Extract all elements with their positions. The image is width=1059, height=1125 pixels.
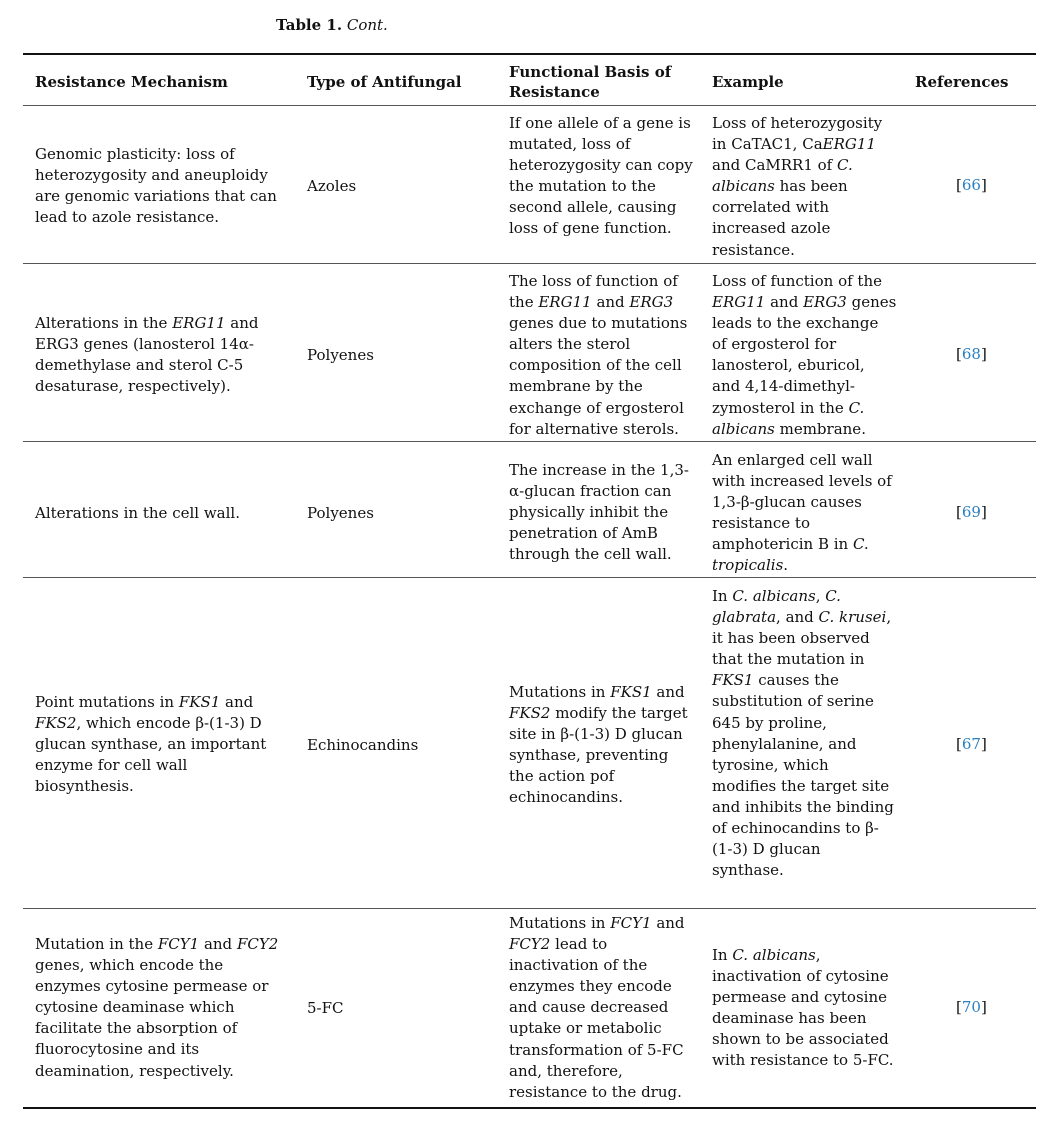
header-type: Type of Antifungal — [307, 73, 462, 91]
header-rule — [23, 105, 1036, 106]
bottom-rule — [23, 1107, 1036, 1109]
row-2-reference[interactable]: [68] — [956, 345, 987, 363]
row-5-reference[interactable]: [70] — [956, 998, 987, 1016]
row-5-type: 5-FC — [307, 999, 344, 1017]
row-rule-1 — [23, 263, 1036, 264]
row-4-mechanism: Point mutations in FKS1 and FKS2, which encode β-(1-3) D glucan synthase, an important enzyme for cell wall biosynthesis. — [35, 693, 267, 796]
header-mechanism: Resistance Mechanism — [35, 73, 228, 91]
row-1-basis: If one allele of a gene is mutated, loss of heterozygosity can copy the mutation to the second allele, causing loss of gene function. — [509, 114, 693, 238]
header-references: References — [915, 73, 1009, 91]
top-rule — [23, 53, 1036, 55]
row-1-reference[interactable]: [66] — [956, 176, 987, 194]
row-3-type: Polyenes — [307, 504, 374, 522]
row-1-type: Azoles — [307, 177, 357, 195]
row-4-basis: Mutations in FKS1 and FKS2 modify the target site in β-(1-3) D glucan synthase, preventing the action pof echinocandins. — [509, 683, 688, 807]
row-2-example: Loss of function of the ERG11 and ERG3 genes leads to the exchange of ergosterol for lanosterol, eburicol, and 4,14-dimethyl-zymosterol in the C. albicans membrane. — [712, 272, 897, 438]
row-3-example: An enlarged cell wall with increased levels of 1,3-β-glucan causes resistance to amphotericin B in C. tropicalis. — [712, 451, 892, 575]
row-4-type: Echinocandins — [307, 736, 419, 754]
row-rule-4 — [23, 908, 1036, 909]
row-5-mechanism: Mutation in the FCY1 and FCY2 genes, which encode the enzymes cytosine permease or cytosine deaminase which facilitate the absorption of fluorocytosine and its deamination, respectively. — [35, 935, 279, 1080]
row-3-mechanism: Alterations in the cell wall. — [35, 504, 240, 522]
row-rule-3 — [23, 577, 1036, 578]
row-4-reference[interactable]: [67] — [956, 735, 987, 753]
row-4-example: In C. albicans, C. glabrata, and C. krusei, it has been observed that the mutation in FKS1 causes the substitution of serine 645 by proline, phenylalanine, and tyrosine, which modifies the target site and inhibits the binding of echinocandins to β-(1-3) D glucan synthase. — [712, 587, 894, 880]
row-5-basis: Mutations in FCY1 and FCY2 lead to inactivation of the enzymes they encode and cause decreased uptake or metabolic transformation of 5-FC and, therefore, resistance to the drug. — [509, 914, 685, 1101]
row-1-example: Loss of heterozygosity in CaTAC1, CaERG11 and CaMRR1 of C. albicans has been correlated with increased azole resistance. — [712, 114, 883, 259]
row-2-basis: The loss of function of the ERG11 and ERG3 genes due to mutations alters the sterol composition of the cell membrane by the exchange of ergosterol for alternative sterols. — [509, 272, 688, 438]
row-3-reference[interactable]: [69] — [956, 503, 987, 521]
row-2-type: Polyenes — [307, 346, 374, 364]
header-example: Example — [712, 73, 784, 91]
row-5-example: In C. albicans, inactivation of cytosine permease and cytosine deaminase has been shown to be associated with resistance to 5-FC. — [712, 946, 894, 1070]
row-1-mechanism: Genomic plasticity: loss of heterozygosity and aneuploidy are genomic variations that can lead to azole resistance. — [35, 145, 277, 227]
caption-suffix: Cont. — [346, 16, 388, 34]
row-rule-2 — [23, 441, 1036, 442]
row-3-basis: The increase in the 1,3-α-glucan fraction can physically inhibit the penetration of AmB through the cell wall. — [509, 461, 689, 564]
table-caption — [276, 16, 388, 34]
caption-label: Table 1. — [276, 16, 343, 34]
header-basis: Functional Basis of Resistance — [509, 63, 672, 101]
row-2-mechanism: Alterations in the ERG11 and ERG3 genes (lanosterol 14α-demethylase and sterol C-5 desaturase, respectively). — [35, 314, 259, 396]
